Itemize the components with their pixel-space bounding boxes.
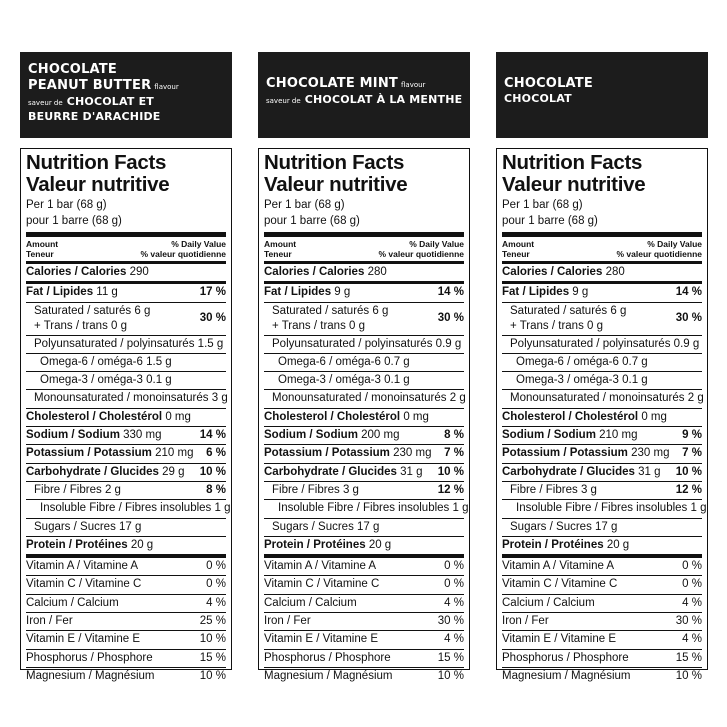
title-fr: Valeur nutritive	[502, 173, 646, 196]
saturated-trans-row: Saturated / saturés 6 g + Trans / trans 0 g 30 %	[26, 302, 226, 335]
fr-name-line1: CHOCOLAT À LA MENTHE	[304, 93, 463, 106]
amount-header: Amount Teneur % Daily Value % valeur quotidienne	[502, 239, 702, 259]
potassium-row: Potassium / Potassium 230 mg 7 %	[264, 444, 464, 462]
vitamin-row: Iron / Fer 25 %	[26, 612, 226, 630]
fr-name-line1: CHOCOLAT ET	[66, 95, 154, 108]
label-chocolate-peanut-butter	[20, 52, 232, 682]
vitamin-row: Iron / Fer 30 %	[502, 612, 702, 630]
cholesterol-row: Cholesterol / Cholestérol 0 mg	[264, 408, 464, 426]
vitamin-row: Calcium / Calcium 4 %	[502, 594, 702, 612]
sugars-row: Sugars / Sucres 17 g	[502, 518, 702, 536]
sugars-row: Sugars / Sucres 17 g	[264, 518, 464, 536]
potassium-row: Potassium / Potassium 210 mg 6 %	[26, 444, 226, 462]
omega6-row: Omega-6 / oméga-6 1.5 g	[26, 353, 226, 371]
amount-header: Amount Teneur % Daily Value % valeur quotidienne	[264, 239, 464, 259]
serving-fr: pour 1 barre (68 g)	[502, 215, 598, 227]
vitamin-row: Vitamin C / Vitamine C 0 %	[264, 575, 464, 593]
cholesterol-row: Cholesterol / Cholestérol 0 mg	[26, 408, 226, 426]
saturated-trans-row: Saturated / saturés 6 g + Trans / trans 0 g 30 %	[502, 302, 702, 335]
serving-fr: pour 1 barre (68 g)	[264, 215, 360, 227]
calories-row: Calories / Calories 290	[26, 261, 226, 281]
calories-row: Calories / Calories 280	[264, 261, 464, 281]
carbohydrate-row: Carbohydrate / Glucides 31 g 10 %	[502, 463, 702, 481]
nutrition-facts-panel	[20, 148, 232, 682]
fibre-row: Fibre / Fibres 3 g 12 %	[264, 481, 464, 499]
protein-row: Protein / Protéines 20 g	[502, 536, 702, 554]
omega3-row: Omega-3 / oméga-3 0.1 g	[502, 371, 702, 389]
vitamin-row: Phosphorus / Phosphore 15 %	[502, 649, 702, 667]
fibre-row: Fibre / Fibres 3 g 12 %	[502, 481, 702, 499]
sodium-row: Sodium / Sodium 200 mg 8 %	[264, 426, 464, 444]
vitamin-row: Vitamin E / Vitamine E 4 %	[264, 630, 464, 648]
potassium-row: Potassium / Potassium 230 mg 7 %	[502, 444, 702, 462]
title-en: Nutrition Facts	[502, 151, 643, 174]
calories-row: Calories / Calories 280	[502, 261, 702, 281]
vitamin-row: Magnesium / Magnésium 10 %	[264, 667, 464, 685]
protein-row: Protein / Protéines 20 g	[264, 536, 464, 554]
fr-name-line2: BEURRE D'ARACHIDE	[28, 110, 161, 123]
vitamin-row: Magnesium / Magnésium 10 %	[502, 667, 702, 685]
polyunsaturated-row: Polyunsaturated / polyinsaturés 1.5 g	[26, 335, 226, 353]
monounsaturated-row: Monounsaturated / monoinsaturés 2 g	[264, 389, 464, 407]
vitamin-row: Calcium / Calcium 4 %	[264, 594, 464, 612]
fr-name-line1: CHOCOLAT	[504, 92, 572, 105]
amount-header: Amount Teneur % Daily Value % valeur quotidienne	[26, 239, 226, 259]
polyunsaturated-row: Polyunsaturated / polyinsaturés 0.9 g	[264, 335, 464, 353]
polyunsaturated-row: Polyunsaturated / polyinsaturés 0.9 g	[502, 335, 702, 353]
vitamin-row: Magnesium / Magnésium 10 %	[26, 667, 226, 685]
monounsaturated-row: Monounsaturated / monoinsaturés 3 g	[26, 389, 226, 407]
omega3-row: Omega-3 / oméga-3 0.1 g	[26, 371, 226, 389]
sugars-row: Sugars / Sucres 17 g	[26, 518, 226, 536]
title-fr: Valeur nutritive	[264, 173, 408, 196]
monounsaturated-row: Monounsaturated / monoinsaturés 2 g	[502, 389, 702, 407]
sodium-row: Sodium / Sodium 330 mg 14 %	[26, 426, 226, 444]
vitamin-row: Vitamin E / Vitamine E 10 %	[26, 630, 226, 648]
flavour-name-line1: CHOCOLATE	[28, 62, 117, 77]
fat-row: Fat / Lipides 11 g 17 %	[26, 281, 226, 301]
vitamin-row: Calcium / Calcium 4 %	[26, 594, 226, 612]
vitamin-row: Phosphorus / Phosphore 15 %	[264, 649, 464, 667]
label-chocolate-mint	[258, 52, 470, 682]
title-en: Nutrition Facts	[26, 151, 167, 174]
label-chocolate	[496, 52, 708, 682]
title-fr: Valeur nutritive	[26, 173, 170, 196]
insoluble-fibre-row: Insoluble Fibre / Fibres insolubles 1 g	[26, 499, 226, 517]
vitamin-row: Vitamin A / Vitamine A 0 %	[264, 554, 464, 575]
vitamin-row: Vitamin C / Vitamine C 0 %	[26, 575, 226, 593]
nutrition-facts-panel	[258, 148, 470, 682]
omega6-row: Omega-6 / oméga-6 0.7 g	[502, 353, 702, 371]
fat-row: Fat / Lipides 9 g 14 %	[502, 281, 702, 301]
saturated-trans-row: Saturated / saturés 6 g + Trans / trans 0 g 30 %	[264, 302, 464, 335]
vitamin-row: Phosphorus / Phosphore 15 %	[26, 649, 226, 667]
carbohydrate-row: Carbohydrate / Glucides 31 g 10 %	[264, 463, 464, 481]
protein-row: Protein / Protéines 20 g	[26, 536, 226, 554]
serving-en: Per 1 bar (68 g)	[26, 199, 107, 211]
flavour-word: flavour	[154, 83, 179, 91]
sodium-row: Sodium / Sodium 210 mg 9 %	[502, 426, 702, 444]
vitamin-row: Vitamin A / Vitamine A 0 %	[26, 554, 226, 575]
serving-fr: pour 1 barre (68 g)	[26, 215, 122, 227]
serving-en: Per 1 bar (68 g)	[264, 199, 345, 211]
vitamin-row: Vitamin C / Vitamine C 0 %	[502, 575, 702, 593]
nutrition-facts-panel	[496, 148, 708, 682]
omega6-row: Omega-6 / oméga-6 0.7 g	[264, 353, 464, 371]
flavour-header	[258, 52, 470, 138]
vitamin-row: Iron / Fer 30 %	[264, 612, 464, 630]
flavour-name-line2: PEANUT BUTTER	[28, 78, 152, 93]
serving-en: Per 1 bar (68 g)	[502, 199, 583, 211]
fibre-row: Fibre / Fibres 2 g 8 %	[26, 481, 226, 499]
vitamin-row: Vitamin E / Vitamine E 4 %	[502, 630, 702, 648]
cholesterol-row: Cholesterol / Cholestérol 0 mg	[502, 408, 702, 426]
vitamin-row: Vitamin A / Vitamine A 0 %	[502, 554, 702, 575]
title-en: Nutrition Facts	[264, 151, 405, 174]
flavour-name-line1: CHOCOLATE	[504, 76, 593, 91]
flavour-header	[496, 52, 708, 138]
fat-row: Fat / Lipides 9 g 14 %	[264, 281, 464, 301]
flavour-header	[20, 52, 232, 138]
fr-prefix: saveur de	[266, 97, 301, 105]
fr-prefix: saveur de	[28, 99, 63, 107]
flavour-word: flavour	[401, 81, 426, 89]
insoluble-fibre-row: Insoluble Fibre / Fibres insolubles 1 g	[264, 499, 464, 517]
carbohydrate-row: Carbohydrate / Glucides 29 g 10 %	[26, 463, 226, 481]
flavour-name-line1: CHOCOLATE MINT	[266, 76, 398, 91]
insoluble-fibre-row: Insoluble Fibre / Fibres insolubles 1 g	[502, 499, 702, 517]
omega3-row: Omega-3 / oméga-3 0.1 g	[264, 371, 464, 389]
